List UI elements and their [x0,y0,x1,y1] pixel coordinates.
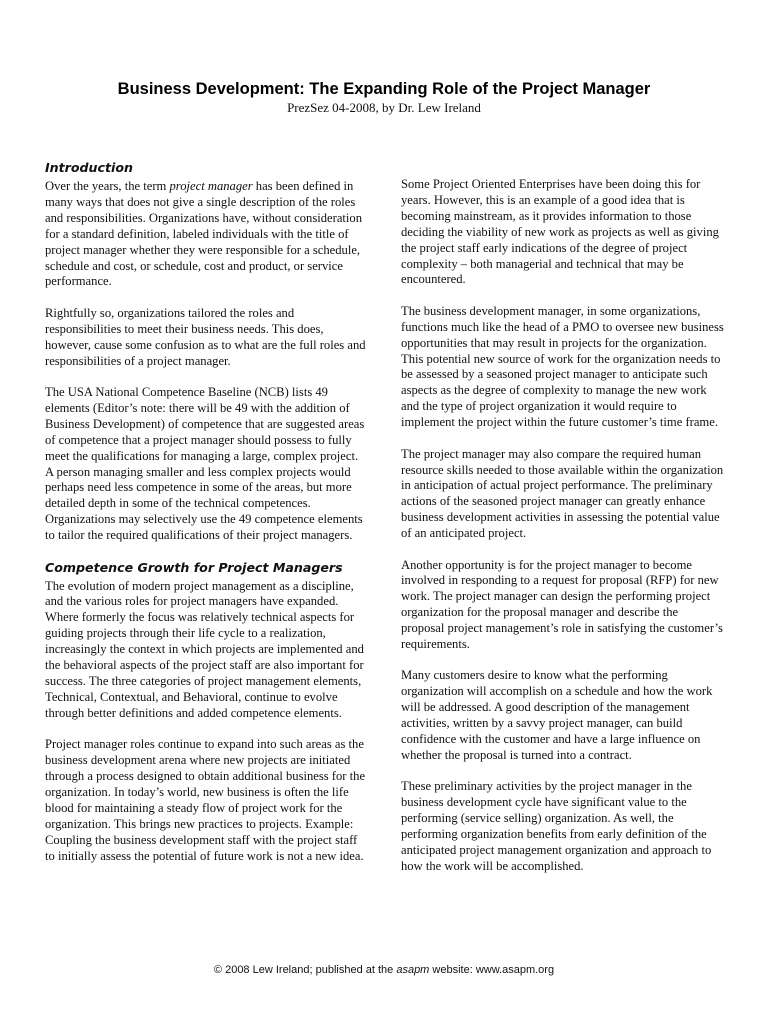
footer-copyright: © 2008 Lew Ireland; published at the [213,964,397,976]
intro-p1-after: has been defined in many ways that does not give a single description of the roles and responsibilities. Organizations have, without consideration for a standard definition, labeled individuals with the title of project manager whether they were responsible for a schedule, schedule and cost, or schedule, cost and product, or service performance. [45,179,362,289]
footer-website: website: www.asapm.org [429,964,555,976]
intro-paragraph-2: Rightfully so, organizations tailored the roles and responsibilities to meet their business needs. This does, however, cause some confusion as to what are the full roles and responsibilities of a project manager. [45,305,366,368]
right-paragraph-6: These preliminary activities by the project manager in the business development cycle have significant value to the performing (service selling) organization. As well, the performing organization benefits from early definition of the anticipated project management organization and approach to how the work will be accomplished. [401,779,712,873]
page-subtitle: PrezSez 04-2008, by Dr. Lew Ireland [287,100,481,115]
right-paragraph-3: The project manager may also compare the required human resource skills needed to those available within the organization in anticipation of actual project performance. The preliminary actions of the seasoned project manager can greatly enhance business development activities in assessing the potential value of an anticipated project. [401,446,724,541]
right-column [401,177,724,875]
intro-paragraph-1 [45,179,368,290]
intro-p1-term: project manager [169,179,253,193]
right-paragraph-2: The business development manager, in some organizations, functions much like the head of a PMO to oversee new business opportunities that may result in projects for the organization. This potential new source of work for the organization needs to be assessed by a seasoned project manager to anticipate such aspects as the degree of complexity to manage the new work and the type of project organization it would require to implement the project within the future customer’s time frame. [401,303,724,430]
right-paragraph-4: Another opportunity is for the project manager to become involved in responding to a request for proposal (RFP) for new work. The project manager can design the performing project organization for the proposal manager and describe the proposal project management’s role in satisfying the customer’s requirements. [401,557,723,652]
growth-paragraph-2: Project manager roles continue to expand into such areas as the business development arena where new projects are initiated through a process designed to obtain additional business for the organization. In today’s world, new business is often the life blood for maintaining a steady flow of project work for the organization. This brings new practices to projects. Example: Coupling the business development staff with the project staff to initially assess the potential of future work is not a new idea. [45,737,366,863]
footer-brand: asapm [396,964,430,976]
growth-paragraph-1: The evolution of modern project management as a discipline, and the various roles for project managers have expanded. Where formerly the focus was relatively technical aspects for guiding projects through their life cycle to a realization, increasingly the context in which projects are implemented and the behavioral aspects of the project staff are also important for success. The three categories of project management elements, Technical, Contextual, and Behavioral, continue to evolve through better definitions and added competence elements. [45,578,364,720]
competence-growth-heading: Competence Growth for Project Managers [45,559,343,575]
introduction-heading: Introduction [45,160,133,175]
page-title: Business Development: The Expanding Role of the Project Manager [117,80,651,98]
intro-p1-before: Over the years, the term [45,179,170,193]
right-paragraph-1: Some Project Oriented Enterprises have been doing this for years. However, this is an example of a good idea that is becoming mainstream, as it provides information to those deciding the viability of new work as projects as well as giving the project staff early indications of the degree of project complexity – both managerial and technical that may be encountered. [401,177,719,287]
right-paragraph-5: Many customers desire to know what the performing organization will accomplish on a schedule and how the work will be addressed. A good description of the management activities, written by a savvy project manager, can build confidence with the customer and have a large influence on whether the proposal is turned into a contract. [401,668,713,762]
page-footer [0,964,768,976]
left-column [45,160,368,864]
intro-paragraph-3: The USA National Competence Baseline (NCB) lists 49 elements (Editor’s note: there will be 49 with the addition of Business Development) of competence that are suggested areas of competence that a project manager should possess to fully meet the qualifications for managing a large, complex project. A person managing smaller and less complex projects would perhaps need less competence in some of the areas, but more detailed depth in some of the technical competences. Organizations may selectively use the 49 competence elements to tailor the required qualifications of their project managers. [45,384,365,543]
